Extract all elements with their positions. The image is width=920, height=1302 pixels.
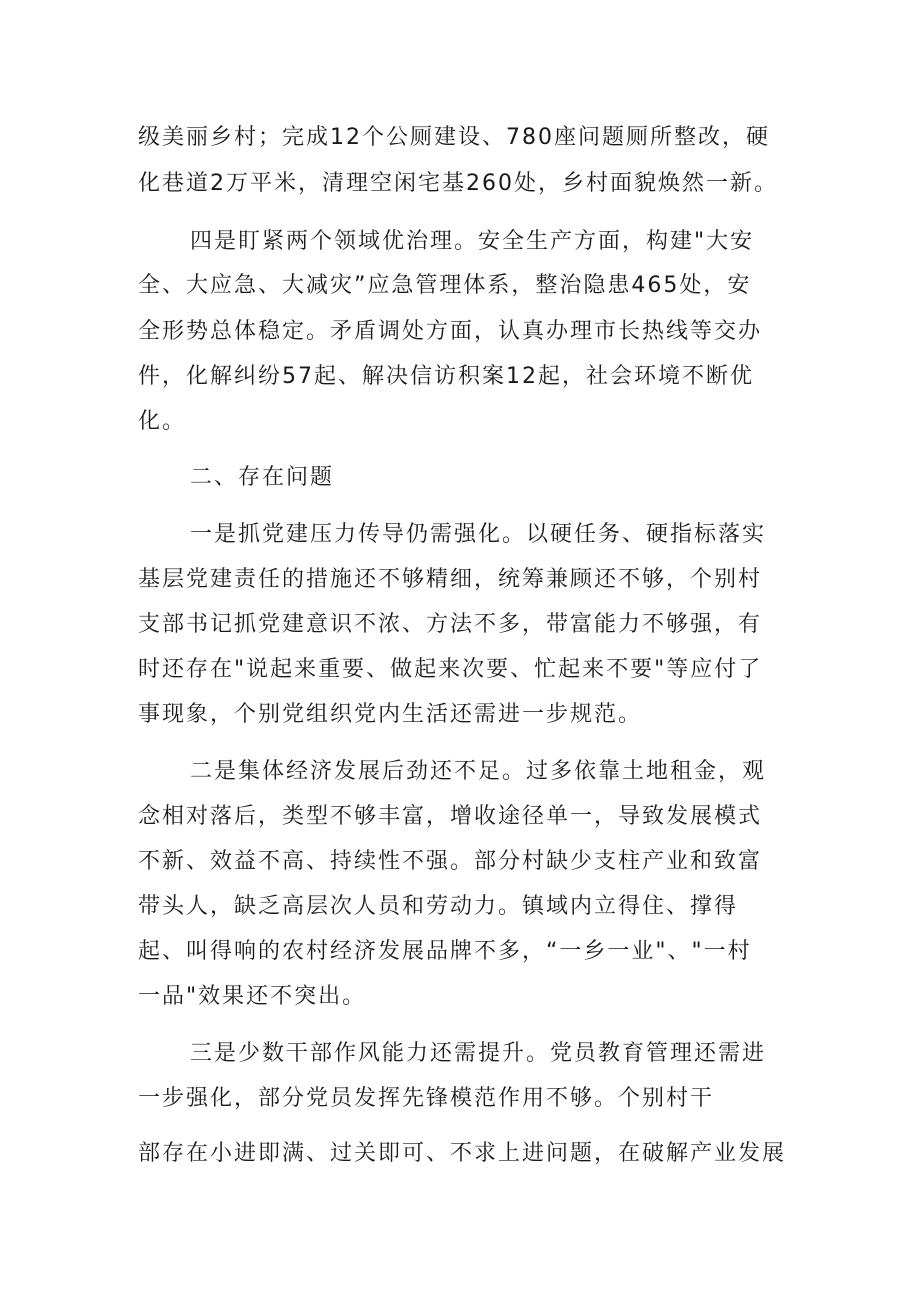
text-line: 起、叫得响的农村经济发展品牌不多，“一乡一业"、"一村 bbox=[138, 939, 752, 964]
paragraph-start-line: 四是盯紧两个领域优治理。安全生产方面，构建"大安 bbox=[190, 229, 755, 254]
text-line: 化巷道2万平米，清理空闲宅基260处，乡村面貌焕然一新。 bbox=[138, 171, 778, 196]
text-line: 化。 bbox=[138, 409, 187, 434]
text-line: 部存在小进即满、过关即可、不求上进问题，在破解产业发展 bbox=[138, 1141, 787, 1166]
text-line: 时还存在"说起来重要、做起来次要、忙起来不要"等应付了 bbox=[138, 657, 763, 682]
text-line: 全、大应急、大减灾”应急管理体系，整治隐患465处，安 bbox=[138, 273, 752, 298]
text-line: 一步强化，部分党员发挥先锋模范作用不够。个别村干 bbox=[138, 1086, 715, 1111]
text-line: 带头人，缺乏高层次人员和劳动力。镇域内立得住、撑得 bbox=[138, 894, 739, 919]
text-line: 支部书记抓党建意识不浓、方法不多，带富能力不够强，有 bbox=[138, 612, 763, 637]
text-line: 全形势总体稳定。矛盾调处方面，认真办理市长热线等交办 bbox=[138, 319, 763, 344]
text-line: 事现象，个别党组织党内生活还需进一步规范。 bbox=[138, 702, 643, 727]
section-heading: 二、存在问题 bbox=[190, 465, 335, 490]
paragraph-start-line: 三是少数干部作风能力还需提升。党员教育管理还需进 bbox=[190, 1041, 767, 1066]
text-line: 念相对落后，类型不够丰富，增收途径单一，导致发展模式 bbox=[138, 804, 763, 829]
paragraph-start-line: 二是集体经济发展后劲还不足。过多依靠土地租金，观 bbox=[190, 759, 767, 784]
text-line: 级美丽乡村；完成12个公厕建设、780座问题厕所整改，硬 bbox=[138, 125, 770, 150]
text-line: 一品"效果还不突出。 bbox=[138, 984, 367, 1009]
paragraph-start-line: 一是抓党建压力传导仍需强化。以硬任务、硬指标落实 bbox=[190, 522, 767, 547]
text-line: 件，化解纠纷57起、解决信访积案12起，社会环境不断优 bbox=[138, 364, 754, 389]
text-line: 基层党建责任的措施还不够精细，统筹兼顾还不够，个别村 bbox=[138, 567, 763, 592]
text-line: 不新、效益不高、持续性不强。部分村缺少支柱产业和致富 bbox=[138, 849, 763, 874]
